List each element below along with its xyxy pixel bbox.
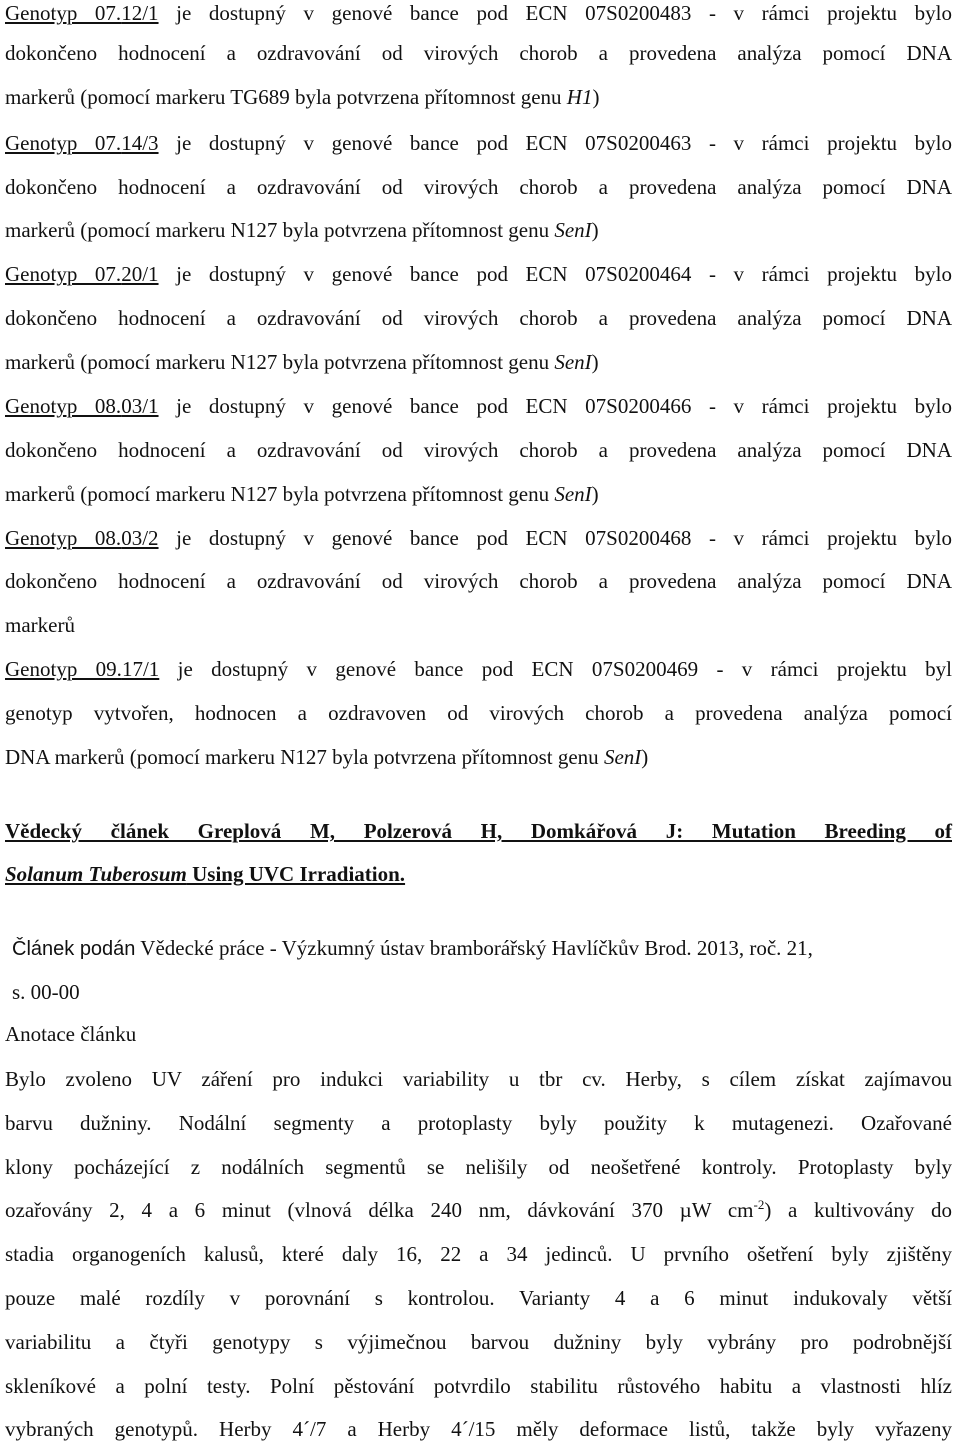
genotype-3-line-1 xyxy=(5,261,952,287)
submission-label: Článek podán xyxy=(12,938,136,960)
abstract-line-1: Bylo zvoleno UV záření pro indukci variability u tbr cv. Herby, s cílem získat zajímavou xyxy=(5,1067,952,1091)
genotype-code-suffix: 17/1 xyxy=(121,657,160,681)
abstract-line-8: skleníkové a polní testy. Polní pěstování potvrdilo stabilitu růstového habitu a vlastnosti hlíz xyxy=(5,1374,952,1398)
article-submission xyxy=(12,935,952,962)
gene-name: SenI xyxy=(554,482,592,506)
genotype-code-prefix: Genotyp 07. xyxy=(5,131,122,155)
genotype-description: je dostupný v genové bance pod ECN 07S0200464 - v rámci projektu bylo xyxy=(158,262,952,286)
article-heading-line-1: Vědecký článek Greplová M, Polzerová H, Domkářová J: Mutation Breeding of xyxy=(5,819,952,843)
genotype-description: je dostupný v genové bance pod ECN 07S0200468 - v rámci projektu bylo xyxy=(158,526,952,550)
genotype-6-line-1 xyxy=(5,656,952,682)
genotype-code-prefix: Genotyp 07. xyxy=(5,262,122,286)
genotype-3-line-2: dokončeno hodnocení a ozdravování od virových chorob a provedena analýza pomocí DNA xyxy=(5,306,952,330)
abstract-line-5: stadia organogeních kalusů, které daly 16, 22 a 34 jedinců. U prvního ošetření byly zjištěny xyxy=(5,1242,952,1266)
genotype-3-line-3: markerů (pomocí markeru N127 byla potvrzena přítomnost genu SenI) xyxy=(5,350,599,374)
unit-superscript: -2 xyxy=(753,1197,765,1212)
abstract-line-4: ozařovány 2, 4 a 6 minut (vlnová délka 240 nm, dávkování 370 µW $cm^{-2}$) a kultivovány do xyxy=(5,1197,952,1222)
article-heading-line-2: Solanum Tuberosum Using UVC Irradiation. xyxy=(5,862,406,886)
genotype-description: je dostupný v genové bance pod ECN 07S0200466 - v rámci projektu bylo xyxy=(158,394,952,418)
genotype-description: je dostupný v genové bance pod ECN 07S0200483 - v rámci projektu bylo xyxy=(158,1,952,25)
abstract-line-2: barvu dužniny. Nodální segmenty a protoplasty byly použity k mutagenezi. Ozařované xyxy=(5,1111,952,1135)
gene-name: SenI xyxy=(554,350,592,374)
genotype-5-line-2: dokončeno hodnocení a ozdravování od virových chorob a provedena analýza pomocí DNA xyxy=(5,569,952,593)
genotype-4-line-3: markerů (pomocí markeru N127 byla potvrzena přítomnost genu SenI) xyxy=(5,482,599,506)
genotype-5-line-3: markerů xyxy=(5,613,75,637)
genotype-1-line-2: dokončeno hodnocení a ozdravování od virových chorob a provedena analýza pomocí DNA xyxy=(5,41,952,65)
abstract-line-7: variabilitu a čtyři genotypy s výjimečnou barvou dužniny byly vybrány pro podrobnější xyxy=(5,1330,952,1354)
article-heading-species: Solanum Tuberosum xyxy=(5,862,187,886)
genotype-1-line-1 xyxy=(5,0,952,26)
genotype-4-line-1 xyxy=(5,393,952,419)
abstract-line-3: klony pocházející z nodálních segmentů se nelišily od neošetřené kontroly. Protoplasty byly xyxy=(5,1155,952,1179)
genotype-code-prefix: Genotyp 08. xyxy=(5,526,122,550)
gene-name: SenI xyxy=(603,745,642,769)
genotype-6-line-2: genotyp vytvořen, hodnocen a ozdravoven od virových chorob a provedena analýza pomocí xyxy=(5,701,952,725)
abstract-line-9: vybraných genotypů. Herby 4´/7 a Herby 4´/15 měly deformace listů, takže byly vyřazeny xyxy=(5,1417,952,1441)
genotype-2-line-3: markerů (pomocí markeru N127 byla potvrzena přítomnost genu SenI) xyxy=(5,218,599,242)
genotype-4-line-2: dokončeno hodnocení a ozdravování od virových chorob a provedena analýza pomocí DNA xyxy=(5,438,952,462)
genotype-description: je dostupný v genové bance pod ECN 07S0200463 - v rámci projektu bylo xyxy=(158,131,952,155)
genotype-6-line-3: DNA markerů (pomocí markeru N127 byla potvrzena přítomnost genu SenI) xyxy=(5,745,649,769)
genotype-code-suffix: 12/1 xyxy=(121,1,159,25)
genotype-code-suffix: 03/1 xyxy=(121,394,159,418)
genotype-1-line-3: markerů (pomocí markeru TG689 byla potvrzena přítomnost genu H1) xyxy=(5,85,600,109)
genotype-2-line-1 xyxy=(5,130,952,156)
genotype-code-prefix: Genotyp 09. xyxy=(5,657,122,681)
genotype-2-line-2: dokončeno hodnocení a ozdravování od virových chorob a provedena analýza pomocí DNA xyxy=(5,175,952,199)
gene-name: SenI xyxy=(554,218,592,242)
genotype-code-prefix: Genotyp 07. xyxy=(5,1,122,25)
annotation-title: Anotace článku xyxy=(5,1022,137,1046)
genotype-code-suffix: 14/3 xyxy=(121,131,159,155)
genotype-code-suffix: 20/1 xyxy=(121,262,159,286)
submission-journal: Vědecké práce - Výzkumný ústav bramborářský Havlíčkův Brod. 2013, roč. 21, xyxy=(135,936,813,960)
gene-name: H1 xyxy=(566,85,593,109)
abstract-line-6: pouze malé rozdíly v porovnání s kontrolou. Varianty 4 a 6 minut indukovaly větší xyxy=(5,1286,952,1310)
genotype-code-suffix: 03/2 xyxy=(121,526,159,550)
article-pages: s. 00-00 xyxy=(12,980,80,1004)
genotype-code-prefix: Genotyp 08. xyxy=(5,394,122,418)
genotype-5-line-1 xyxy=(5,525,952,551)
genotype-description: je dostupný v genové bance pod ECN 07S0200469 - v rámci projektu byl xyxy=(159,657,952,681)
